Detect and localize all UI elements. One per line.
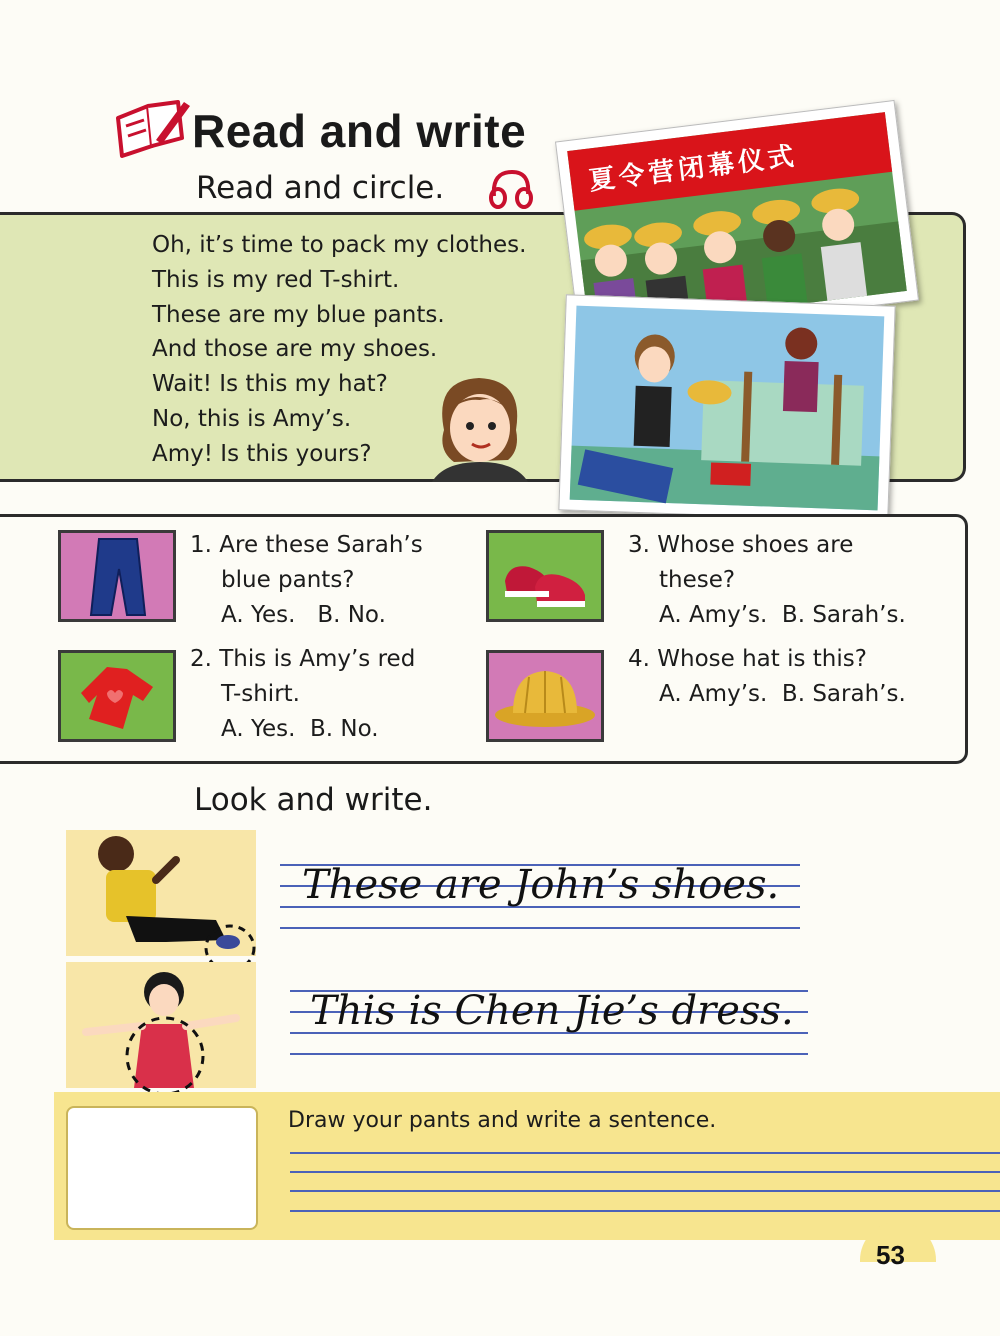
question-3	[628, 528, 906, 632]
writing-lines-1[interactable]	[280, 864, 800, 928]
headphones-icon[interactable]	[486, 166, 534, 210]
story-line: And those are my shoes.	[152, 336, 438, 363]
page-number: 53	[876, 1240, 905, 1270]
answer-1: These are John’s shoes.	[302, 862, 780, 908]
hat-thumbnail	[486, 650, 604, 742]
read-write-icon	[112, 96, 192, 160]
hat-icon	[489, 653, 601, 739]
writing-lines-3[interactable]	[290, 1152, 1000, 1212]
pants-icon	[61, 533, 173, 619]
question-line: 2. This is Amy’s red	[190, 646, 416, 672]
answer-2: This is Chen Jie’s dress.	[310, 988, 794, 1034]
draw-instruction: Draw your pants and write a sentence.	[288, 1108, 717, 1133]
question-options[interactable]: A. Yes. B. No.	[221, 715, 379, 742]
girl-illustration	[424, 370, 534, 482]
story-line: This is my red T-shirt.	[152, 266, 400, 293]
story-line: Wait! Is this my hat?	[152, 371, 388, 398]
look-and-write-title: Look and write.	[194, 782, 433, 818]
story-line: Amy! Is this yours?	[152, 440, 372, 467]
section-title: Read and write	[192, 105, 527, 157]
question-line: 1. Are these Sarah’s	[190, 532, 423, 558]
question-line: T-shirt.	[221, 680, 300, 707]
drawing-box[interactable]	[66, 1106, 258, 1230]
question-line: 3. Whose shoes are	[628, 532, 854, 558]
question-options[interactable]: A. Amy’s. B. Sarah’s.	[659, 601, 906, 628]
bedroom-photo	[558, 294, 895, 521]
question-line: blue pants?	[221, 566, 355, 593]
question-4	[628, 642, 906, 712]
shoes-icon	[489, 533, 601, 619]
story-line: These are my blue pants.	[152, 301, 445, 328]
pants-thumbnail	[58, 530, 176, 622]
story-line: Oh, it’s time to pack my clothes.	[152, 232, 527, 258]
banner-text: 夏令营闭幕仪式	[587, 141, 800, 197]
shoes-thumbnail	[486, 530, 604, 622]
question-1	[190, 528, 423, 632]
question-2	[190, 642, 415, 746]
tshirt-thumbnail	[58, 650, 176, 742]
tshirt-icon	[61, 653, 173, 739]
question-options[interactable]: A. Yes. B. No.	[221, 601, 386, 628]
question-line: 4. Whose hat is this?	[628, 646, 867, 672]
question-line: these?	[659, 566, 736, 593]
story-line: No, this is Amy’s.	[152, 405, 352, 432]
chen-jie-dress-circle	[122, 1014, 208, 1098]
question-options[interactable]: A. Amy’s. B. Sarah’s.	[659, 680, 906, 707]
section-subtitle: Read and circle.	[196, 170, 445, 206]
writing-lines-2[interactable]	[290, 990, 808, 1054]
